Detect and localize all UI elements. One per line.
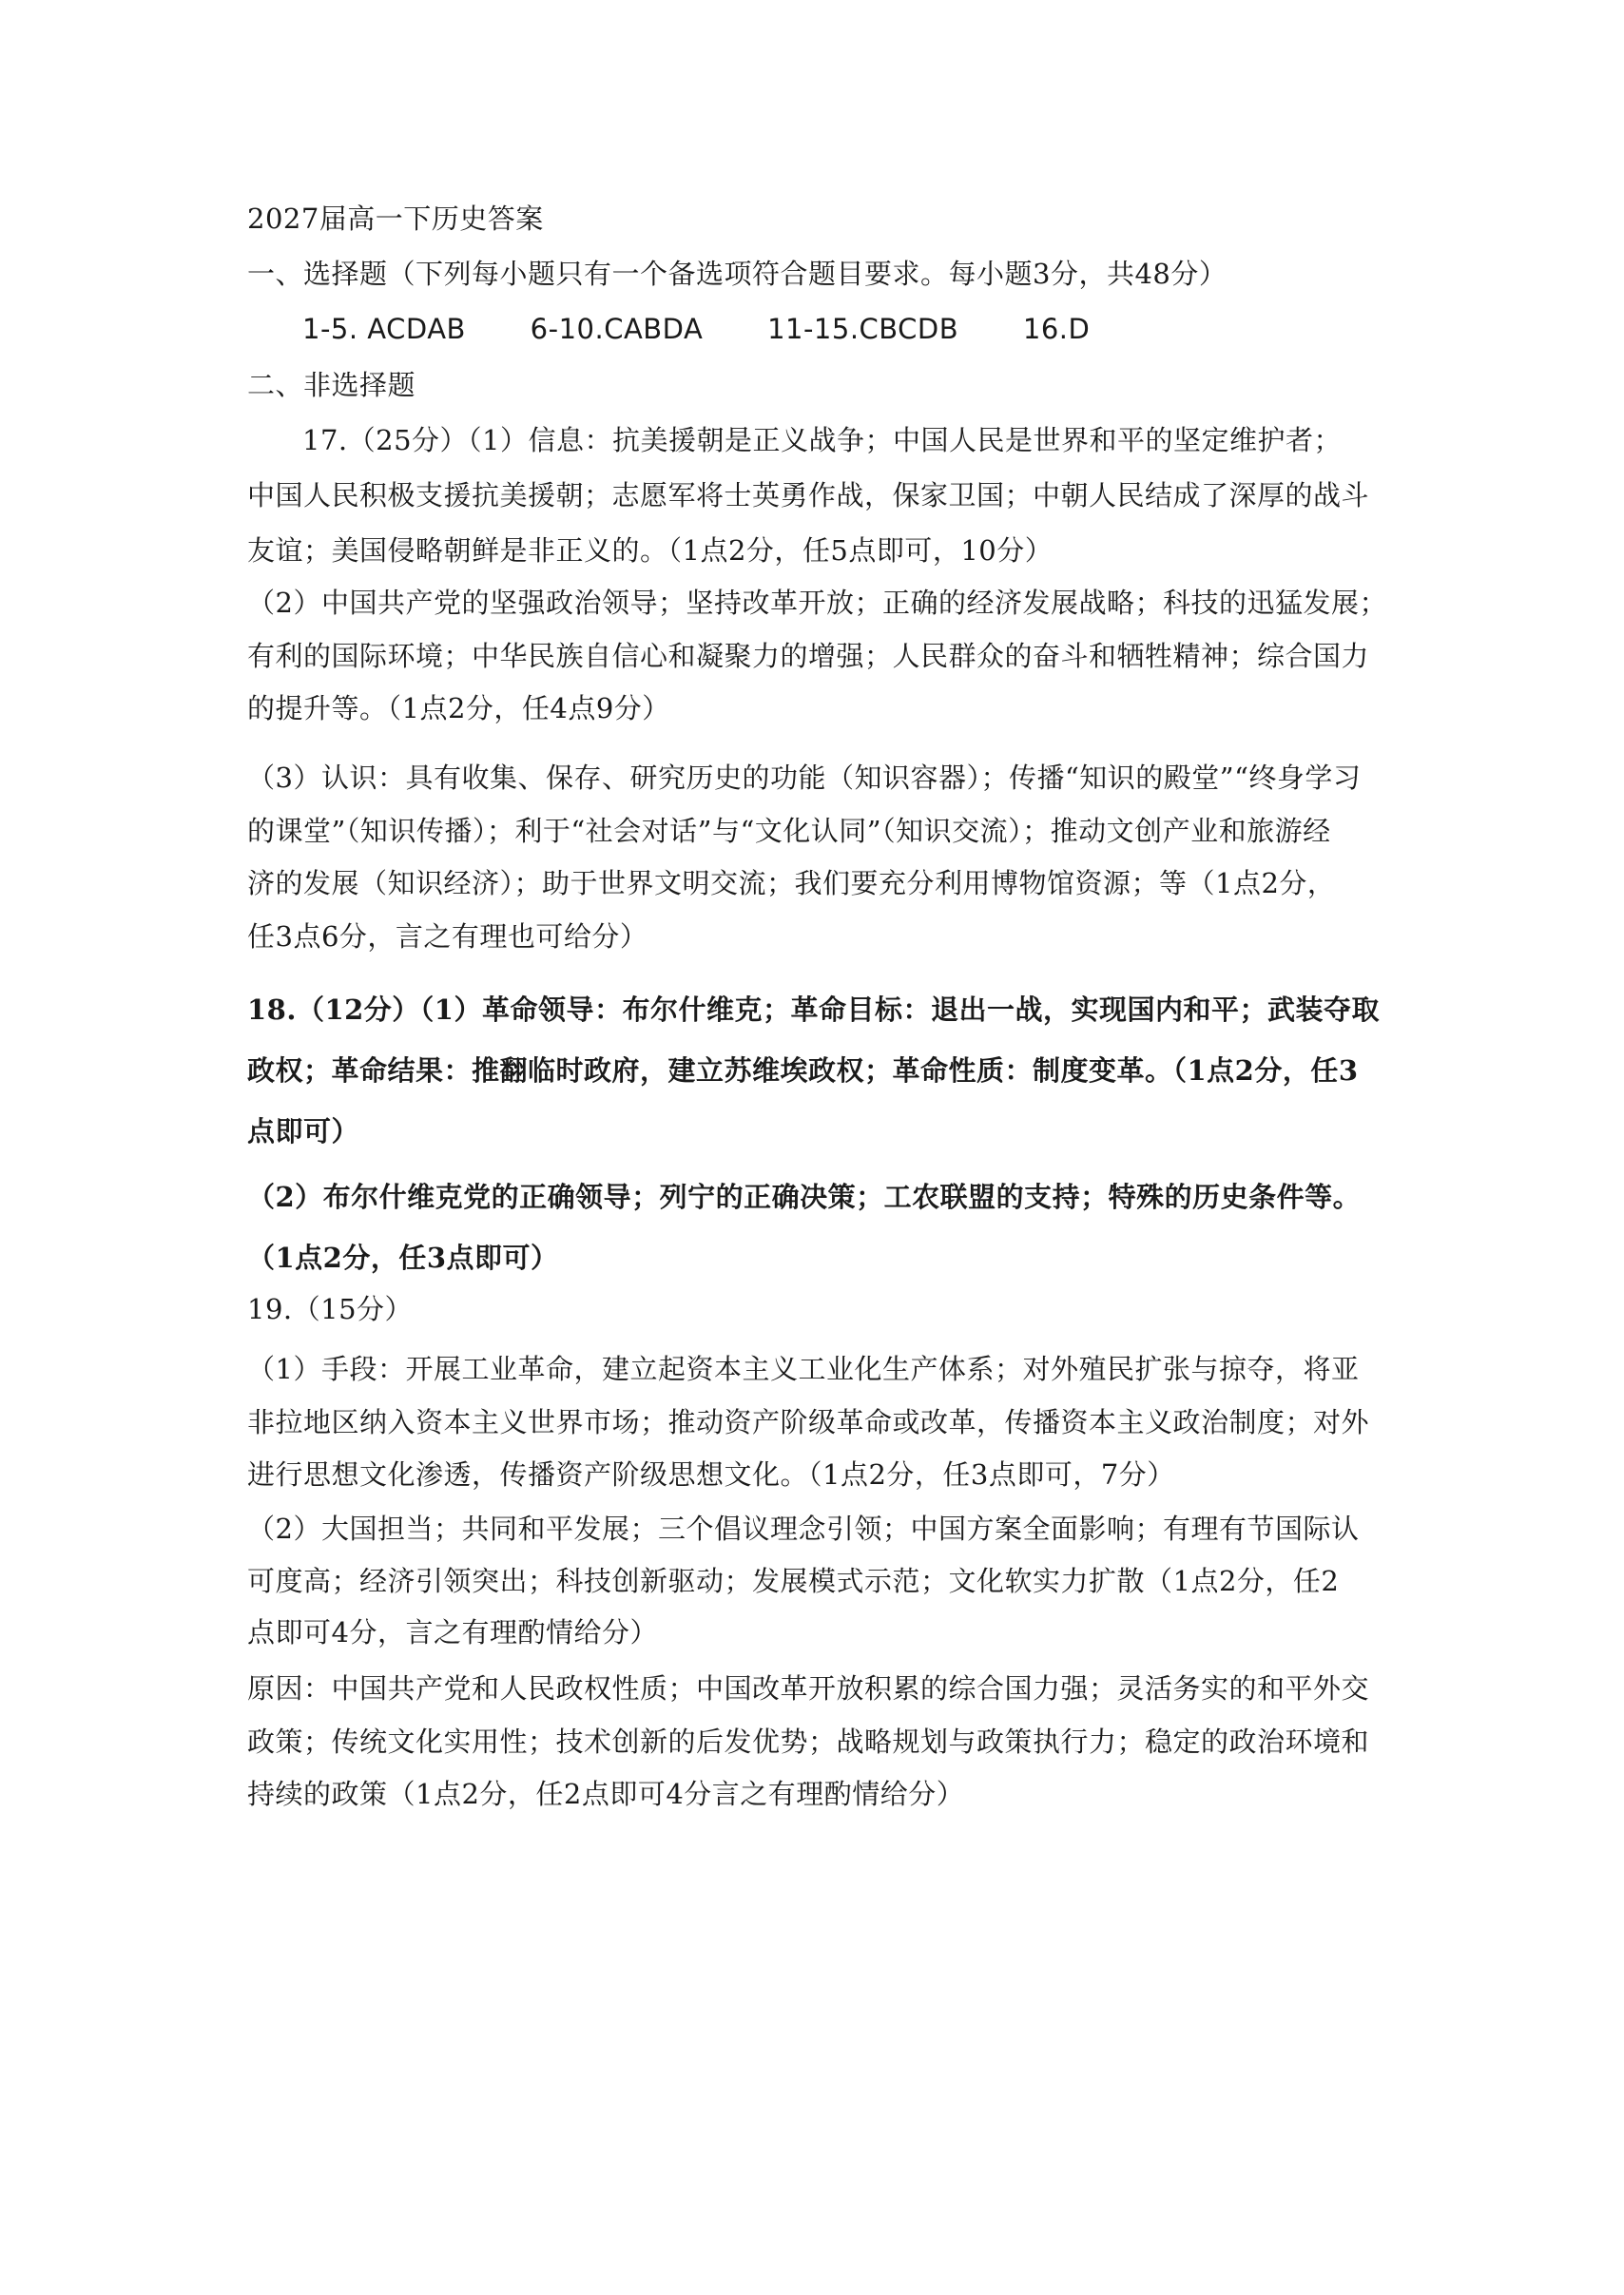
- q19-line-7: 点即可4分，言之有理酌情给分）: [247, 1616, 658, 1649]
- q17-line-5: 有利的国际环境；中华民族自信心和凝聚力的增强；人民群众的奋斗和牺牲精神；综合国力: [247, 640, 1370, 672]
- q17-line-1: 17.（25分）（1）信息：抗美援朝是正义战争；中国人民是世界和平的坚定维护者；: [302, 424, 1342, 456]
- answer-group-1: 1-5. ACDAB: [302, 313, 466, 345]
- choice-answers: [302, 310, 1443, 348]
- q18-line-4: （2）布尔什维克党的正确领导；列宁的正确决策；工农联盟的支持；特殊的历史条件等。: [247, 1181, 1362, 1213]
- q19-line-3: 非拉地区纳入资本主义世界市场；推动资产阶级革命或改革，传播资本主义政治制度；对外: [247, 1406, 1370, 1438]
- q19-line-8: 原因：中国共产党和人民政权性质；中国改革开放积累的综合国力强；灵活务实的和平外交: [247, 1672, 1370, 1705]
- answer-group-3: 11-15.CBCDB: [767, 313, 959, 345]
- q18-line-2: 政权；革命结果：推翻临时政府，建立苏维埃政权；革命性质：制度变革。（1点2分，任3: [247, 1054, 1359, 1087]
- q17-line-10: 任3点6分，言之有理也可给分）: [247, 920, 648, 953]
- section2-heading: 二、非选择题: [247, 369, 416, 401]
- q17-line-9: 济的发展（知识经济）；助于世界文明交流；我们要充分利用博物馆资源；等（1点2分，: [247, 867, 1336, 899]
- q19-line-4: 进行思想文化渗透，传播资产阶级思想文化。（1点2分，任3点即可，7分）: [247, 1458, 1175, 1491]
- section1-heading: 一、选择题（下列每小题只有一个备选项符合题目要求。每小题3分，共48分）: [247, 258, 1228, 290]
- q19-line-9: 政策；传统文化实用性；技术创新的后发优势；战略规划与政策执行力；稳定的政治环境和: [247, 1726, 1370, 1758]
- q19-line-2: （1）手段：开展工业革命，建立起资本主义工业化生产体系；对外殖民扩张与掠夺，将亚: [247, 1353, 1360, 1385]
- q17-line-7: （3）认识：具有收集、保存、研究历史的功能（知识容器）；传播“知识的殿堂”“终身学习: [247, 762, 1362, 794]
- q17-line-3: 友谊；美国侵略朝鲜是非正义的。（1点2分，任5点即可，10分）: [247, 534, 1054, 567]
- q18-line-1: 18.（12分）（1）革命领导：布尔什维克；革命目标：退出一战，实现国内和平；武装夺取: [247, 993, 1380, 1026]
- q17-line-4: （2）中国共产党的坚强政治领导；坚持改革开放；正确的经济发展战略；科技的迅猛发展；: [247, 587, 1387, 619]
- q19-line-6: 可度高；经济引领突出；科技创新驱动；发展模式示范；文化软实力扩散（1点2分，任2: [247, 1565, 1340, 1597]
- q17-line-6: 的提升等。（1点2分，任4点9分）: [247, 692, 670, 724]
- q18-line-5: （1点2分，任3点即可）: [247, 1242, 559, 1274]
- q19-line-1: 19.（15分）: [247, 1293, 414, 1325]
- q19-line-10: 持续的政策（1点2分，任2点即可4分言之有理酌情给分）: [247, 1778, 965, 1810]
- q17-line-8: 的课堂”（知识传播）；利于“社会对话”与“文化认同”（知识交流）；推动文创产业和旅游经: [247, 815, 1331, 847]
- document-title: 2027届高一下历史答案: [247, 202, 544, 235]
- q17-line-2: 中国人民积极支援抗美援朝；志愿军将士英勇作战，保家卫国；中朝人民结成了深厚的战斗: [247, 479, 1370, 511]
- answer-group-2: 6-10.CABDA: [530, 313, 704, 345]
- q18-line-3: 点即可）: [247, 1115, 360, 1148]
- q19-line-5: （2）大国担当；共同和平发展；三个倡议理念引领；中国方案全面影响；有理有节国际认: [247, 1513, 1360, 1545]
- answer-group-4: 16.D: [1022, 313, 1091, 345]
